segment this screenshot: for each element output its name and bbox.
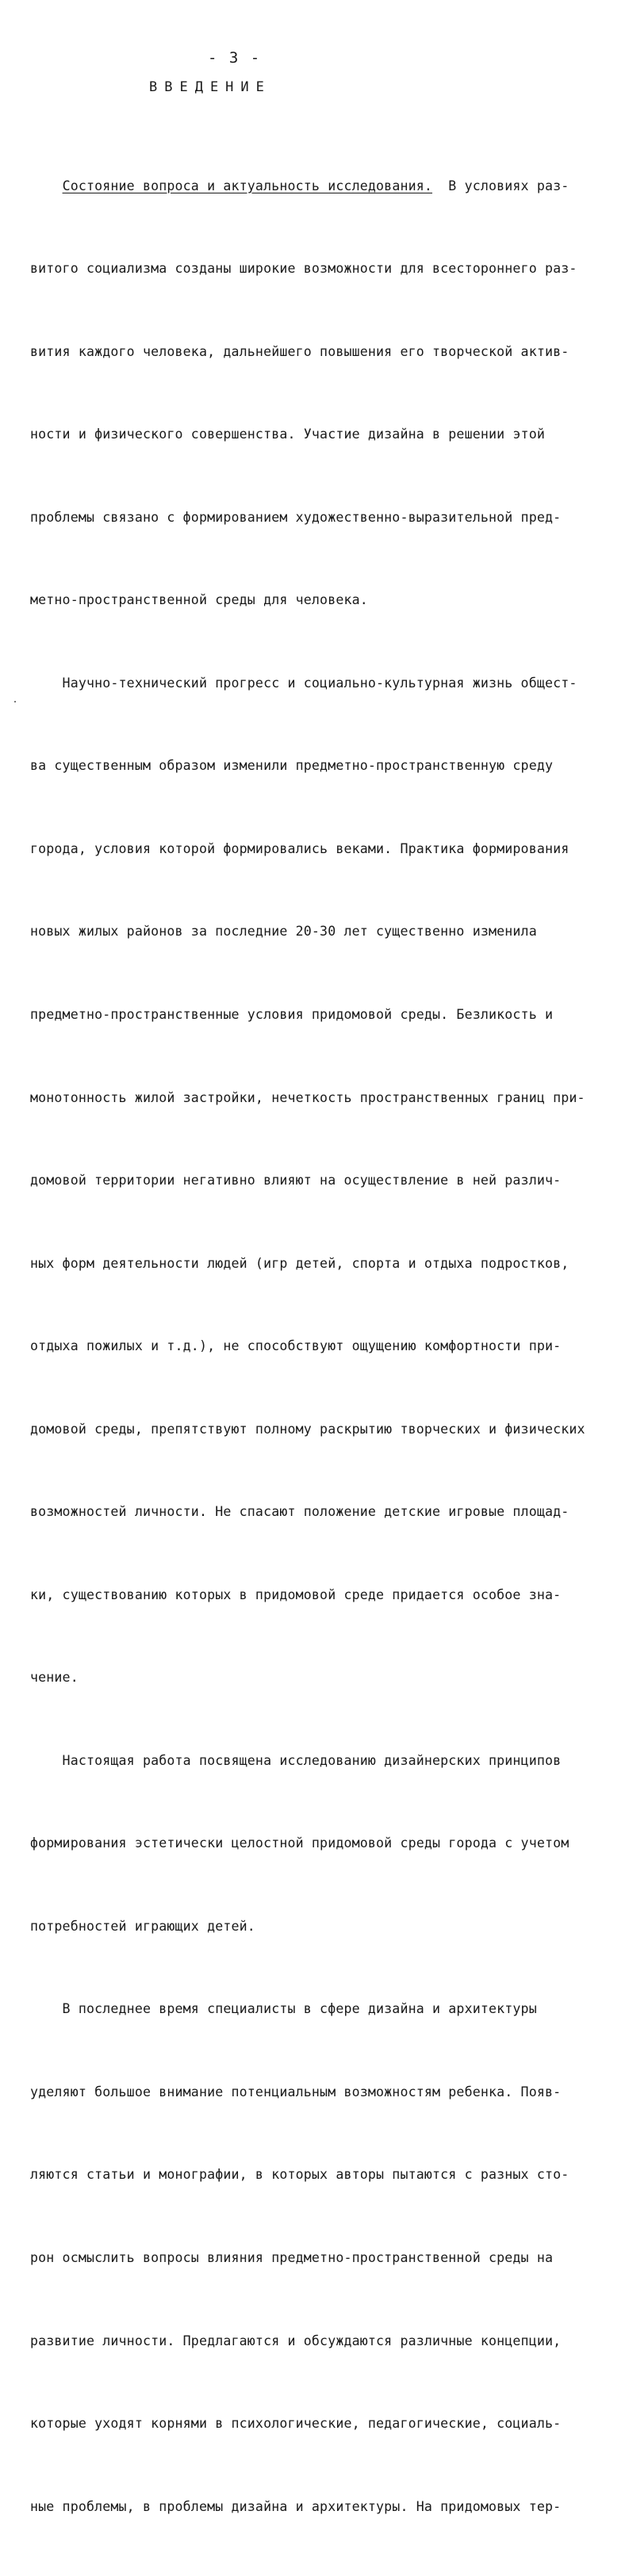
subsection-title: Состояние вопроса и актуальность исследования. (62, 178, 433, 193)
text-line: ки, существованию которых в придомовой среде придается особое зна- (30, 1587, 562, 1602)
text-line: ные проблемы, в проблемы дизайна и архитектуры. На придомовых тер- (30, 2498, 562, 2514)
text-line: монотонность жилой застройки, нечеткость пространственных границ при- (30, 1089, 585, 1105)
text-line: отдыха пожилых и т.д.), не способствуют ощущению комфортности при- (30, 1338, 562, 1354)
section-heading: ВВЕДЕНИЕ (149, 79, 271, 95)
text-line-continuation: В условиях раз- (432, 178, 570, 193)
text-line: города, условия которой формировались веками. Практика формирования (30, 840, 570, 856)
text-line: ных форм деятельности людей (игр детей, спорта и отдыха подростков, (30, 1255, 570, 1271)
text-line: ляются статьи и монографии, в которых авторы пытаются с разных сто- (30, 2167, 570, 2183)
body-text (30, 117, 617, 2576)
text-line: ва существенным образом изменили предметно-пространственную среду (30, 758, 554, 774)
text-line: развитие личности. Предлагаются и обсуждаются различные концепции, (30, 2333, 562, 2348)
text-line: потребностей играющих детей. (30, 1918, 255, 1934)
text-line: вития каждого человека, дальнейшего повышения его творческой актив- (30, 343, 570, 359)
text-line: ности и физического совершенства. Участие дизайна в решении этой (30, 427, 545, 442)
text-line: проблемы связано с формированием художественно-выразительной пред- (30, 509, 562, 525)
text-line: домовой территории негативно влияют на осуществление в ней различ- (30, 1173, 562, 1188)
text-line: Настоящая работа посвящена исследованию дизайнерских принципов (30, 1752, 562, 1768)
text-line: рон осмыслить вопросы влияния предметно-пространственной среды на (30, 2249, 554, 2265)
text-line: новых жилых районов за последние 20-30 лет существенно изменила (30, 924, 537, 940)
margin-speck (14, 701, 16, 702)
text-line: домовой среды, препятствуют полному раскрытию творческих и физических (30, 1421, 585, 1437)
text-line: которые уходят корнями в психологические, педагогические, социаль- (30, 2416, 562, 2432)
text-line: формирования эстетически целостной придомовой среды города с учетом (30, 1835, 570, 1851)
text-line: возможностей личности. Не спасают положение детские игровые площад- (30, 1504, 570, 1520)
text-line: витого социализма созданы широкие возможности для всестороннего раз- (30, 261, 577, 277)
text-line: уделяют большое внимание потенциальным возможностям ребенка. Появ- (30, 2084, 562, 2099)
text-line: чение. (30, 1670, 79, 1686)
text-line: В последнее время специалисты в сфере дизайна и архитектуры (30, 2001, 537, 2017)
text-line: предметно-пространственные условия придомовой среды. Безликость и (30, 1007, 554, 1022)
page-number: - 3 - (208, 49, 262, 67)
text-line: метно-пространственной среды для человека. (30, 592, 368, 608)
text-line: Научно-технический прогресс и социально-культурная жизнь общест- (30, 675, 577, 691)
text-line (30, 173, 617, 201)
